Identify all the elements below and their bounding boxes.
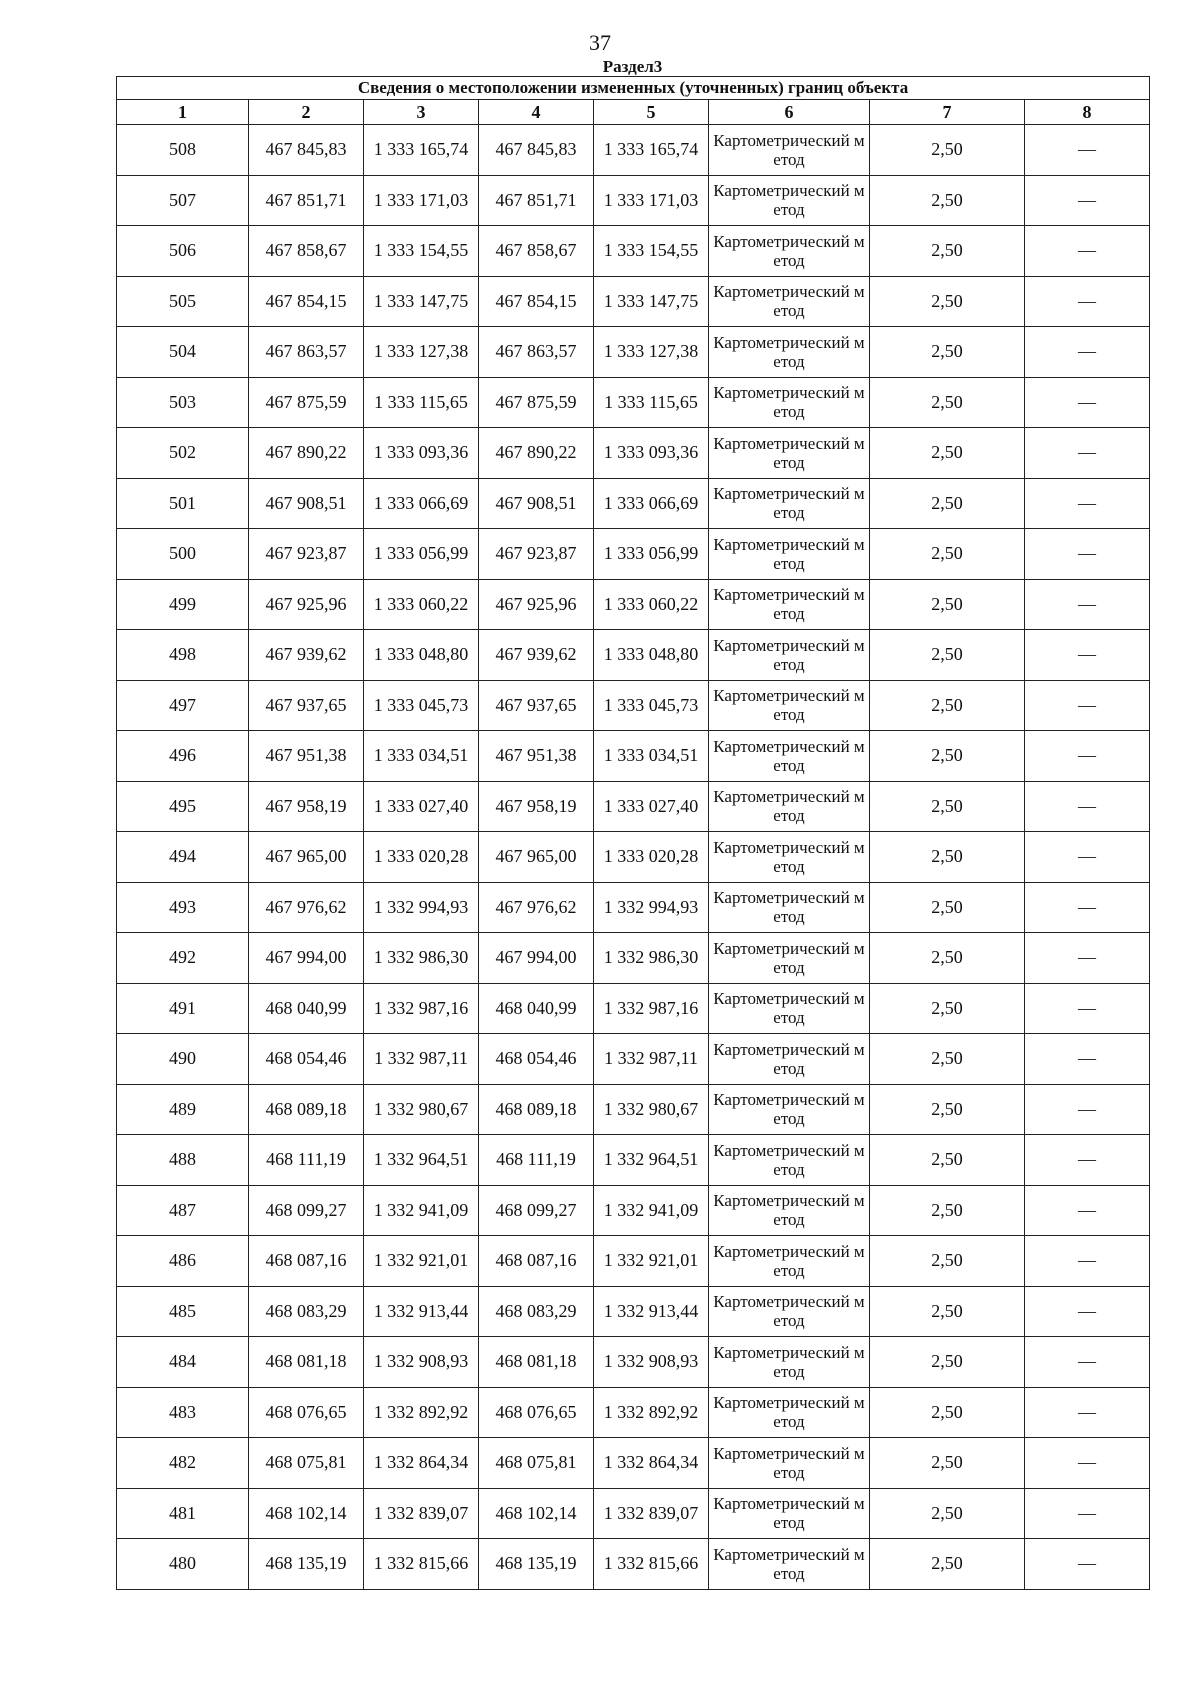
x-new-cell: 467 890,22 <box>479 428 594 479</box>
point-number-cell: 485 <box>117 1286 249 1337</box>
x-new-cell: 468 040,99 <box>479 983 594 1034</box>
y-old-cell: 1 332 839,07 <box>364 1488 479 1539</box>
point-number-cell: 482 <box>117 1438 249 1489</box>
table-row <box>117 478 1150 529</box>
table-row <box>117 428 1150 479</box>
accuracy-cell: 2,50 <box>870 731 1025 782</box>
column-number-row <box>117 100 1150 125</box>
method-cell: Картометрический метод <box>709 226 870 277</box>
table-row <box>117 327 1150 378</box>
y-new-cell: 1 333 147,75 <box>594 276 709 327</box>
note-cell: — <box>1025 882 1150 933</box>
accuracy-cell: 2,50 <box>870 276 1025 327</box>
y-new-cell: 1 333 060,22 <box>594 579 709 630</box>
method-cell: Картометрический метод <box>709 983 870 1034</box>
accuracy-cell: 2,50 <box>870 1488 1025 1539</box>
y-new-cell: 1 333 154,55 <box>594 226 709 277</box>
accuracy-cell: 2,50 <box>870 175 1025 226</box>
x-old-cell: 467 939,62 <box>249 630 364 681</box>
note-cell: — <box>1025 1034 1150 1085</box>
accuracy-cell: 2,50 <box>870 428 1025 479</box>
y-new-cell: 1 333 066,69 <box>594 478 709 529</box>
table-row <box>117 882 1150 933</box>
note-cell: — <box>1025 1286 1150 1337</box>
x-new-cell: 467 994,00 <box>479 933 594 984</box>
x-new-cell: 467 858,67 <box>479 226 594 277</box>
y-new-cell: 1 332 839,07 <box>594 1488 709 1539</box>
y-new-cell: 1 332 892,92 <box>594 1387 709 1438</box>
x-old-cell: 468 087,16 <box>249 1236 364 1287</box>
x-new-cell: 468 083,29 <box>479 1286 594 1337</box>
y-old-cell: 1 333 066,69 <box>364 478 479 529</box>
x-old-cell: 467 863,57 <box>249 327 364 378</box>
y-new-cell: 1 333 045,73 <box>594 680 709 731</box>
x-new-cell: 468 099,27 <box>479 1185 594 1236</box>
note-cell: — <box>1025 529 1150 580</box>
method-cell: Картометрический метод <box>709 478 870 529</box>
method-cell: Картометрический метод <box>709 1286 870 1337</box>
x-old-cell: 467 965,00 <box>249 832 364 883</box>
column-number: 2 <box>249 100 364 125</box>
y-old-cell: 1 332 987,16 <box>364 983 479 1034</box>
table-row <box>117 630 1150 681</box>
table-row <box>117 1135 1150 1186</box>
point-number-cell: 481 <box>117 1488 249 1539</box>
y-old-cell: 1 332 864,34 <box>364 1438 479 1489</box>
accuracy-cell: 2,50 <box>870 1337 1025 1388</box>
y-old-cell: 1 333 093,36 <box>364 428 479 479</box>
method-cell: Картометрический метод <box>709 276 870 327</box>
y-old-cell: 1 332 987,11 <box>364 1034 479 1085</box>
y-new-cell: 1 333 165,74 <box>594 125 709 176</box>
point-number-cell: 488 <box>117 1135 249 1186</box>
y-new-cell: 1 333 020,28 <box>594 832 709 883</box>
table-row <box>117 1286 1150 1337</box>
note-cell: — <box>1025 933 1150 984</box>
y-new-cell: 1 333 034,51 <box>594 731 709 782</box>
method-cell: Картометрический метод <box>709 377 870 428</box>
point-number-cell: 506 <box>117 226 249 277</box>
accuracy-cell: 2,50 <box>870 1387 1025 1438</box>
method-cell: Картометрический метод <box>709 781 870 832</box>
method-cell: Картометрический метод <box>709 1387 870 1438</box>
x-new-cell: 468 076,65 <box>479 1387 594 1438</box>
method-cell: Картометрический метод <box>709 1185 870 1236</box>
method-cell: Картометрический метод <box>709 1135 870 1186</box>
x-new-cell: 468 102,14 <box>479 1488 594 1539</box>
x-old-cell: 467 937,65 <box>249 680 364 731</box>
y-new-cell: 1 332 987,16 <box>594 983 709 1034</box>
table-caption-row <box>117 77 1150 100</box>
x-new-cell: 468 089,18 <box>479 1084 594 1135</box>
table-row <box>117 1539 1150 1590</box>
table-body <box>117 125 1150 1590</box>
point-number-cell: 491 <box>117 983 249 1034</box>
accuracy-cell: 2,50 <box>870 1034 1025 1085</box>
x-old-cell: 467 976,62 <box>249 882 364 933</box>
x-new-cell: 467 908,51 <box>479 478 594 529</box>
y-old-cell: 1 333 056,99 <box>364 529 479 580</box>
point-number-cell: 490 <box>117 1034 249 1085</box>
note-cell: — <box>1025 1539 1150 1590</box>
y-new-cell: 1 332 986,30 <box>594 933 709 984</box>
method-cell: Картометрический метод <box>709 933 870 984</box>
y-old-cell: 1 332 913,44 <box>364 1286 479 1337</box>
table-row <box>117 731 1150 782</box>
y-old-cell: 1 332 921,01 <box>364 1236 479 1287</box>
x-old-cell: 467 890,22 <box>249 428 364 479</box>
note-cell: — <box>1025 781 1150 832</box>
y-new-cell: 1 333 115,65 <box>594 377 709 428</box>
y-new-cell: 1 332 921,01 <box>594 1236 709 1287</box>
method-cell: Картометрический метод <box>709 630 870 681</box>
accuracy-cell: 2,50 <box>870 377 1025 428</box>
column-number: 4 <box>479 100 594 125</box>
note-cell: — <box>1025 1236 1150 1287</box>
method-cell: Картометрический метод <box>709 125 870 176</box>
point-number-cell: 484 <box>117 1337 249 1388</box>
y-old-cell: 1 332 980,67 <box>364 1084 479 1135</box>
y-new-cell: 1 332 908,93 <box>594 1337 709 1388</box>
y-old-cell: 1 333 115,65 <box>364 377 479 428</box>
method-cell: Картометрический метод <box>709 1034 870 1085</box>
method-cell: Картометрический метод <box>709 1488 870 1539</box>
note-cell: — <box>1025 731 1150 782</box>
note-cell: — <box>1025 377 1150 428</box>
x-new-cell: 467 851,71 <box>479 175 594 226</box>
accuracy-cell: 2,50 <box>870 832 1025 883</box>
table-row <box>117 125 1150 176</box>
y-old-cell: 1 332 986,30 <box>364 933 479 984</box>
point-number-cell: 507 <box>117 175 249 226</box>
table-row <box>117 529 1150 580</box>
y-old-cell: 1 332 941,09 <box>364 1185 479 1236</box>
method-cell: Картометрический метод <box>709 832 870 883</box>
point-number-cell: 483 <box>117 1387 249 1438</box>
table-row <box>117 1387 1150 1438</box>
note-cell: — <box>1025 1185 1150 1236</box>
x-new-cell: 467 845,83 <box>479 125 594 176</box>
x-old-cell: 468 102,14 <box>249 1488 364 1539</box>
x-new-cell: 467 976,62 <box>479 882 594 933</box>
x-old-cell: 467 854,15 <box>249 276 364 327</box>
accuracy-cell: 2,50 <box>870 1438 1025 1489</box>
y-new-cell: 1 332 913,44 <box>594 1286 709 1337</box>
x-old-cell: 467 925,96 <box>249 579 364 630</box>
y-old-cell: 1 333 020,28 <box>364 832 479 883</box>
accuracy-cell: 2,50 <box>870 327 1025 378</box>
x-new-cell: 468 087,16 <box>479 1236 594 1287</box>
section-title: Раздел3 <box>602 57 663 76</box>
y-old-cell: 1 333 147,75 <box>364 276 479 327</box>
method-cell: Картометрический метод <box>709 428 870 479</box>
note-cell: — <box>1025 983 1150 1034</box>
point-number-cell: 499 <box>117 579 249 630</box>
y-new-cell: 1 333 171,03 <box>594 175 709 226</box>
accuracy-cell: 2,50 <box>870 983 1025 1034</box>
accuracy-cell: 2,50 <box>870 781 1025 832</box>
x-old-cell: 467 875,59 <box>249 377 364 428</box>
x-new-cell: 467 875,59 <box>479 377 594 428</box>
point-number-cell: 492 <box>117 933 249 984</box>
point-number-cell: 502 <box>117 428 249 479</box>
column-number: 1 <box>117 100 249 125</box>
accuracy-cell: 2,50 <box>870 1084 1025 1135</box>
accuracy-cell: 2,50 <box>870 1185 1025 1236</box>
note-cell: — <box>1025 125 1150 176</box>
point-number-cell: 503 <box>117 377 249 428</box>
table-row <box>117 1236 1150 1287</box>
accuracy-cell: 2,50 <box>870 579 1025 630</box>
accuracy-cell: 2,50 <box>870 630 1025 681</box>
accuracy-cell: 2,50 <box>870 680 1025 731</box>
x-new-cell: 468 111,19 <box>479 1135 594 1186</box>
x-new-cell: 468 054,46 <box>479 1034 594 1085</box>
note-cell: — <box>1025 1337 1150 1388</box>
note-cell: — <box>1025 226 1150 277</box>
method-cell: Картометрический метод <box>709 1084 870 1135</box>
accuracy-cell: 2,50 <box>870 478 1025 529</box>
y-new-cell: 1 332 864,34 <box>594 1438 709 1489</box>
y-new-cell: 1 333 093,36 <box>594 428 709 479</box>
table-row <box>117 1438 1150 1489</box>
table-row <box>117 226 1150 277</box>
accuracy-cell: 2,50 <box>870 1539 1025 1590</box>
x-old-cell: 467 951,38 <box>249 731 364 782</box>
y-new-cell: 1 333 056,99 <box>594 529 709 580</box>
x-old-cell: 468 111,19 <box>249 1135 364 1186</box>
method-cell: Картометрический метод <box>709 1236 870 1287</box>
column-number: 5 <box>594 100 709 125</box>
x-old-cell: 467 845,83 <box>249 125 364 176</box>
point-number-cell: 497 <box>117 680 249 731</box>
y-new-cell: 1 332 964,51 <box>594 1135 709 1186</box>
y-old-cell: 1 333 171,03 <box>364 175 479 226</box>
method-cell: Картометрический метод <box>709 579 870 630</box>
point-number-cell: 493 <box>117 882 249 933</box>
table-row <box>117 1337 1150 1388</box>
table-row <box>117 1034 1150 1085</box>
table-row <box>117 1488 1150 1539</box>
y-old-cell: 1 332 892,92 <box>364 1387 479 1438</box>
point-number-cell: 501 <box>117 478 249 529</box>
x-old-cell: 468 054,46 <box>249 1034 364 1085</box>
table-row <box>117 983 1150 1034</box>
note-cell: — <box>1025 1488 1150 1539</box>
column-number: 7 <box>870 100 1025 125</box>
x-old-cell: 467 994,00 <box>249 933 364 984</box>
y-old-cell: 1 333 034,51 <box>364 731 479 782</box>
x-new-cell: 468 081,18 <box>479 1337 594 1388</box>
x-new-cell: 467 958,19 <box>479 781 594 832</box>
note-cell: — <box>1025 1135 1150 1186</box>
note-cell: — <box>1025 428 1150 479</box>
table-row <box>117 276 1150 327</box>
point-number-cell: 500 <box>117 529 249 580</box>
y-old-cell: 1 332 964,51 <box>364 1135 479 1186</box>
method-cell: Картометрический метод <box>709 1539 870 1590</box>
table-row <box>117 832 1150 883</box>
x-new-cell: 467 937,65 <box>479 680 594 731</box>
note-cell: — <box>1025 579 1150 630</box>
accuracy-cell: 2,50 <box>870 882 1025 933</box>
x-old-cell: 468 076,65 <box>249 1387 364 1438</box>
note-cell: — <box>1025 680 1150 731</box>
x-new-cell: 467 951,38 <box>479 731 594 782</box>
y-old-cell: 1 332 815,66 <box>364 1539 479 1590</box>
table-row <box>117 175 1150 226</box>
x-old-cell: 468 075,81 <box>249 1438 364 1489</box>
column-number: 3 <box>364 100 479 125</box>
note-cell: — <box>1025 630 1150 681</box>
x-new-cell: 467 925,96 <box>479 579 594 630</box>
table-row <box>117 579 1150 630</box>
x-old-cell: 468 135,19 <box>249 1539 364 1590</box>
point-number-cell: 486 <box>117 1236 249 1287</box>
y-new-cell: 1 333 127,38 <box>594 327 709 378</box>
method-cell: Картометрический метод <box>709 1337 870 1388</box>
note-cell: — <box>1025 327 1150 378</box>
accuracy-cell: 2,50 <box>870 933 1025 984</box>
method-cell: Картометрический метод <box>709 529 870 580</box>
point-number-cell: 508 <box>117 125 249 176</box>
y-old-cell: 1 332 994,93 <box>364 882 479 933</box>
point-number-cell: 495 <box>117 781 249 832</box>
boundary-coordinates-table <box>116 76 1150 1590</box>
y-new-cell: 1 332 941,09 <box>594 1185 709 1236</box>
column-number: 8 <box>1025 100 1150 125</box>
accuracy-cell: 2,50 <box>870 125 1025 176</box>
x-new-cell: 468 075,81 <box>479 1438 594 1489</box>
note-cell: — <box>1025 832 1150 883</box>
x-new-cell: 467 863,57 <box>479 327 594 378</box>
accuracy-cell: 2,50 <box>870 1135 1025 1186</box>
x-old-cell: 467 851,71 <box>249 175 364 226</box>
x-old-cell: 467 858,67 <box>249 226 364 277</box>
table-row <box>117 781 1150 832</box>
method-cell: Картометрический метод <box>709 1438 870 1489</box>
point-number-cell: 480 <box>117 1539 249 1590</box>
method-cell: Картометрический метод <box>709 327 870 378</box>
accuracy-cell: 2,50 <box>870 226 1025 277</box>
note-cell: — <box>1025 1084 1150 1135</box>
point-number-cell: 487 <box>117 1185 249 1236</box>
page-number: 37 <box>589 30 611 55</box>
note-cell: — <box>1025 175 1150 226</box>
y-old-cell: 1 333 127,38 <box>364 327 479 378</box>
method-cell: Картометрический метод <box>709 680 870 731</box>
y-old-cell: 1 333 048,80 <box>364 630 479 681</box>
y-old-cell: 1 333 060,22 <box>364 579 479 630</box>
x-old-cell: 467 908,51 <box>249 478 364 529</box>
table-row <box>117 680 1150 731</box>
y-old-cell: 1 333 154,55 <box>364 226 479 277</box>
x-new-cell: 468 135,19 <box>479 1539 594 1590</box>
x-new-cell: 467 923,87 <box>479 529 594 580</box>
accuracy-cell: 2,50 <box>870 529 1025 580</box>
table-row <box>117 1084 1150 1135</box>
table-row <box>117 1185 1150 1236</box>
x-new-cell: 467 854,15 <box>479 276 594 327</box>
x-new-cell: 467 965,00 <box>479 832 594 883</box>
method-cell: Картометрический метод <box>709 882 870 933</box>
y-old-cell: 1 333 165,74 <box>364 125 479 176</box>
boundary-table-container <box>116 57 1149 1590</box>
x-new-cell: 467 939,62 <box>479 630 594 681</box>
y-new-cell: 1 332 815,66 <box>594 1539 709 1590</box>
method-cell: Картометрический метод <box>709 175 870 226</box>
x-old-cell: 468 099,27 <box>249 1185 364 1236</box>
y-old-cell: 1 332 908,93 <box>364 1337 479 1388</box>
x-old-cell: 468 081,18 <box>249 1337 364 1388</box>
point-number-cell: 505 <box>117 276 249 327</box>
point-number-cell: 494 <box>117 832 249 883</box>
x-old-cell: 467 958,19 <box>249 781 364 832</box>
y-new-cell: 1 333 048,80 <box>594 630 709 681</box>
note-cell: — <box>1025 478 1150 529</box>
note-cell: — <box>1025 1438 1150 1489</box>
y-new-cell: 1 333 027,40 <box>594 781 709 832</box>
x-old-cell: 468 040,99 <box>249 983 364 1034</box>
x-old-cell: 468 083,29 <box>249 1286 364 1337</box>
point-number-cell: 496 <box>117 731 249 782</box>
point-number-cell: 489 <box>117 1084 249 1135</box>
accuracy-cell: 2,50 <box>870 1236 1025 1287</box>
y-old-cell: 1 333 027,40 <box>364 781 479 832</box>
table-row <box>117 933 1150 984</box>
y-new-cell: 1 332 987,11 <box>594 1034 709 1085</box>
y-new-cell: 1 332 980,67 <box>594 1084 709 1135</box>
point-number-cell: 504 <box>117 327 249 378</box>
method-cell: Картометрический метод <box>709 731 870 782</box>
point-number-cell: 498 <box>117 630 249 681</box>
x-old-cell: 467 923,87 <box>249 529 364 580</box>
x-old-cell: 468 089,18 <box>249 1084 364 1135</box>
note-cell: — <box>1025 276 1150 327</box>
accuracy-cell: 2,50 <box>870 1286 1025 1337</box>
y-new-cell: 1 332 994,93 <box>594 882 709 933</box>
note-cell: — <box>1025 1387 1150 1438</box>
column-number: 6 <box>709 100 870 125</box>
table-row <box>117 377 1150 428</box>
table-caption: Сведения о местоположении измененных (уточненных) границ объекта <box>117 77 1150 100</box>
y-old-cell: 1 333 045,73 <box>364 680 479 731</box>
